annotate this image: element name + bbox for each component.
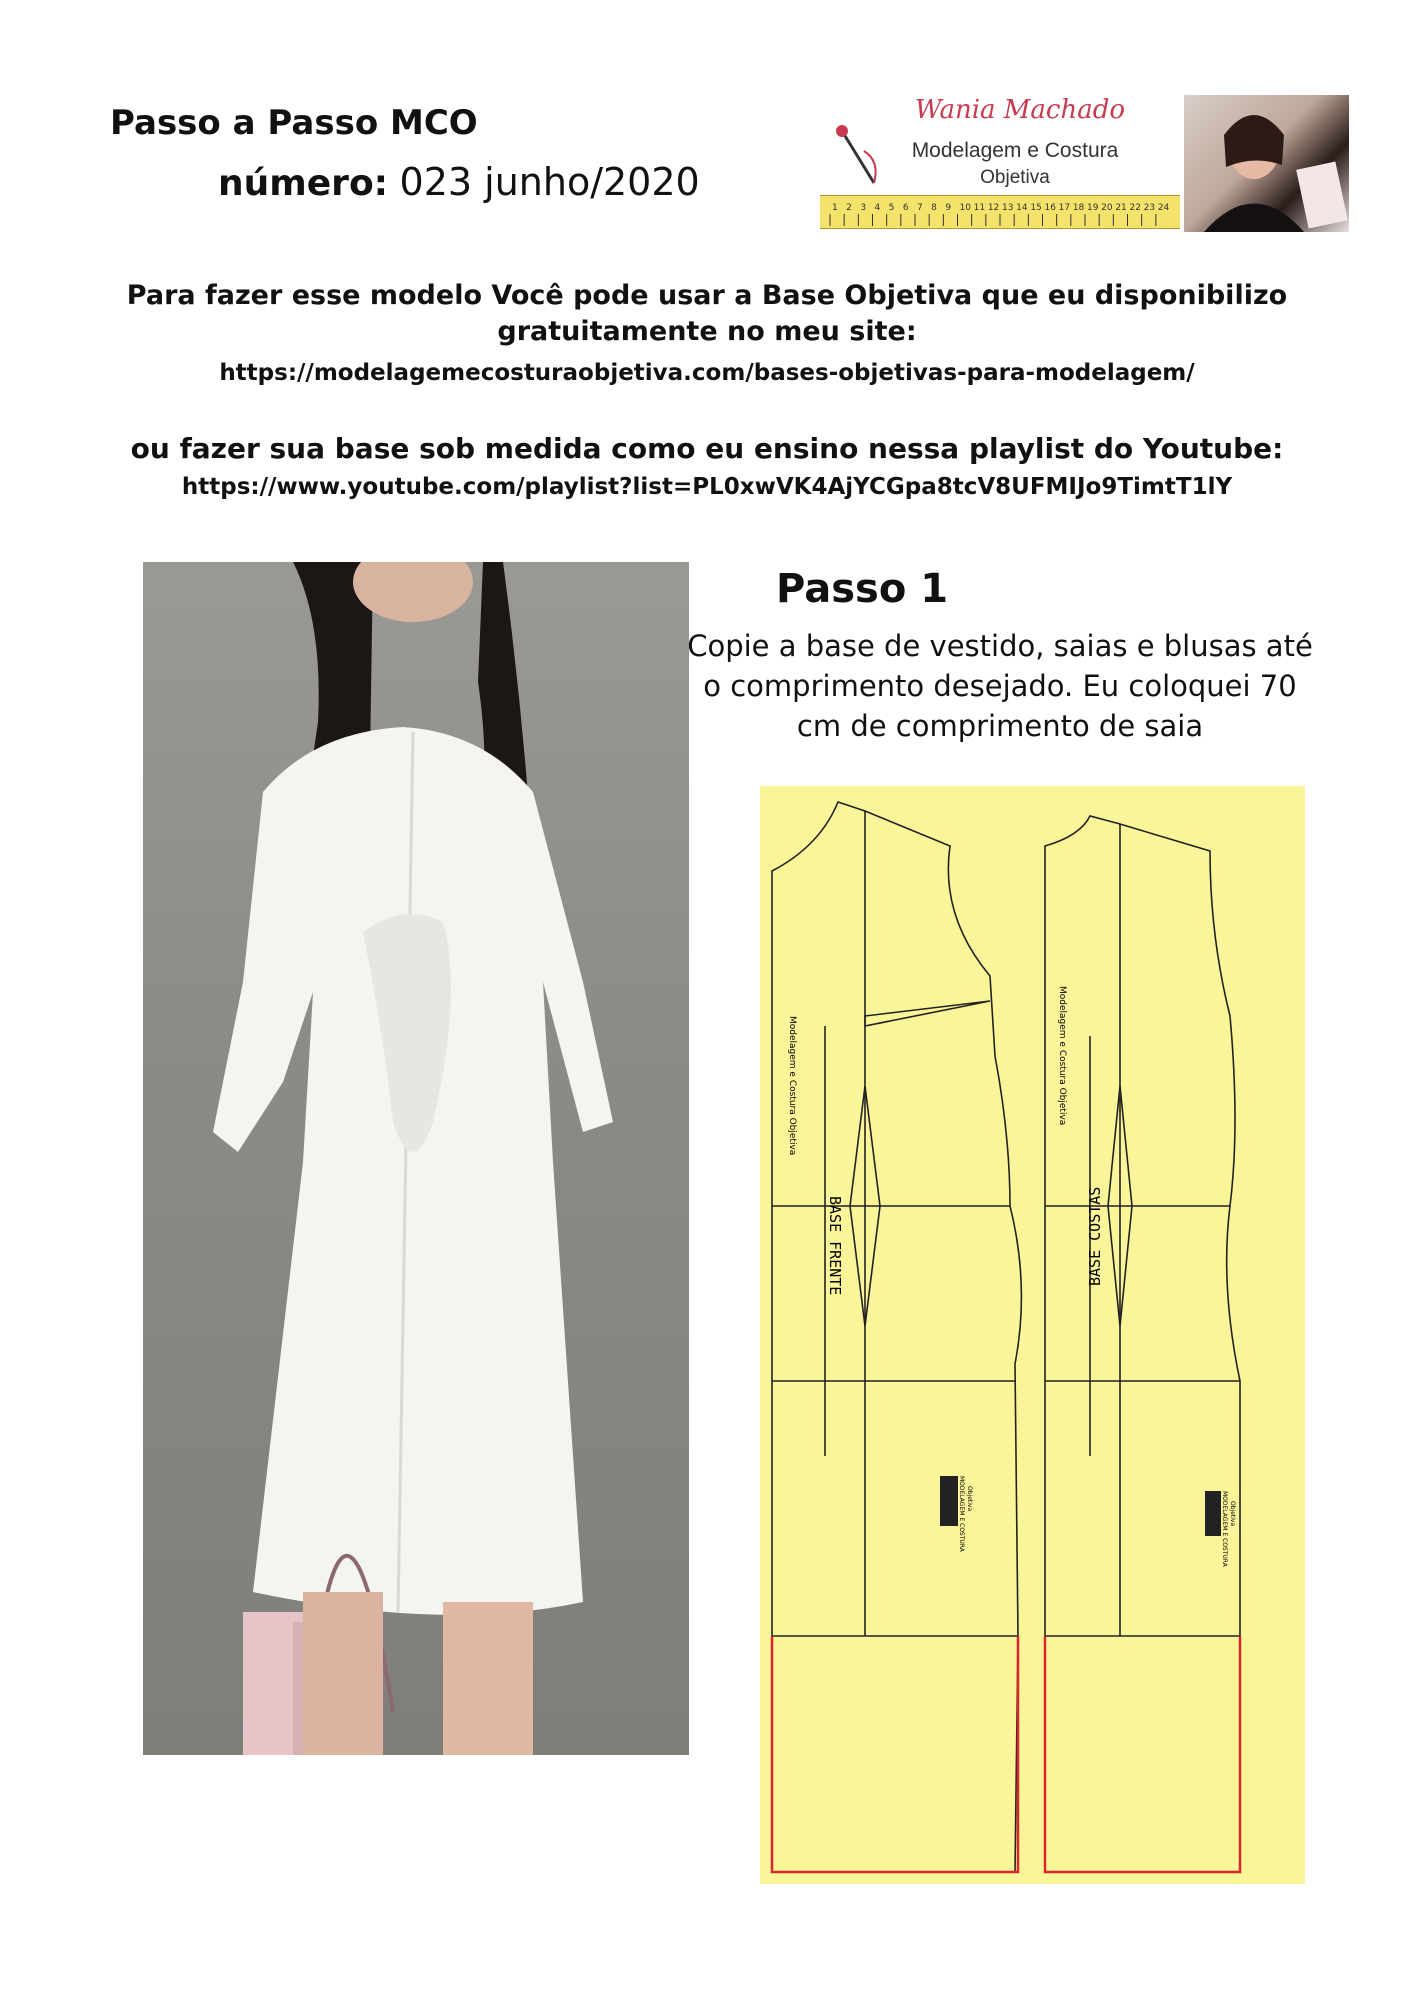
ruler-icon [820, 195, 1180, 229]
ruler-number: 18 [1072, 203, 1085, 213]
playlist-text: ou fazer sua base sob medida como eu ensino nessa playlist do Youtube: [130, 432, 1284, 465]
issue-value: 023 junho/2020 [399, 160, 700, 204]
ruler-number: 15 [1030, 203, 1042, 213]
ruler-number: 23 [1143, 203, 1156, 213]
dress-photo [143, 562, 689, 1755]
ruler-number: 8 [931, 203, 937, 213]
brand-logo [820, 95, 1180, 232]
ruler-number: 3 [860, 203, 867, 213]
ruler-number: 20 [1101, 203, 1113, 213]
ruler-number: 17 [1058, 203, 1071, 213]
youtube-link[interactable]: https://www.youtube.com/playlist?list=PL0xwVK4AjYCGpa8tcV8UFMIJo9TimtT1lY [181, 474, 1233, 500]
step-instructions: Copie a base de vestido, saias e blusas até o comprimento desejado. Eu coloquei 70 cm de comprimento de saia [687, 629, 1313, 743]
pattern-drawing [760, 786, 1305, 1884]
ruler-number: 7 [917, 203, 923, 213]
ruler-number: 13 [1002, 203, 1014, 213]
ruler-number: 19 [1087, 203, 1099, 213]
svg-text:MODELAGEM E COSTURA: MODELAGEM E COSTURA [1221, 1491, 1228, 1567]
intro-text-line2: gratuitamente no meu site: [497, 316, 917, 347]
ruler-number: 4 [874, 203, 881, 213]
front-base-label: BASE FRENTE [826, 1196, 844, 1296]
ruler-number: 2 [846, 203, 852, 213]
ruler-number: 14 [1016, 203, 1028, 213]
svg-text:Objetiva: Objetiva [966, 1486, 973, 1512]
ruler-number: 1 [832, 203, 838, 213]
issue-label: número: [218, 163, 389, 204]
svg-text:Objetiva: Objetiva [1229, 1501, 1236, 1527]
intro-text-line1: Para fazer esse modelo Você pode usar a Base Objetiva que eu disponibilizo [126, 280, 1288, 311]
ruler-number: 10 [959, 203, 971, 213]
needle-icon [834, 121, 884, 191]
ruler-number: 24 [1157, 203, 1170, 213]
logo-brand-name: Wania Machado [914, 95, 1126, 125]
page-title: Passo a Passo MCO [110, 103, 478, 143]
front-side-text: Modelagem e Costura Objetiva [787, 1016, 797, 1156]
ruler-number: 6 [902, 203, 909, 213]
step-title: Passo 1 [776, 566, 949, 612]
issue-number [218, 160, 700, 204]
ruler-number: 12 [987, 203, 1000, 213]
ruler-number: 22 [1129, 203, 1141, 213]
back-base-label: BASE COSTAS [1086, 1186, 1104, 1286]
logo-subtitle: Modelagem e Costura [911, 139, 1119, 162]
ruler-number: 9 [945, 203, 952, 213]
ruler-number: 21 [1115, 203, 1127, 213]
ruler-number: 5 [888, 203, 895, 213]
ruler-number: 11 [973, 203, 986, 213]
pattern-paper [760, 786, 1305, 1884]
site-link[interactable]: https://modelagemecosturaobjetiva.com/bases-objetivas-para-modelagem/ [219, 360, 1195, 386]
back-side-text: Modelagem e Costura Objetiva [1057, 986, 1067, 1126]
ruler-number: 16 [1044, 203, 1056, 213]
logo-subtitle-2: Objetiva [980, 167, 1050, 188]
svg-text:MODELAGEM E COSTURA: MODELAGEM E COSTURA [958, 1476, 965, 1552]
author-photo [1184, 95, 1349, 232]
